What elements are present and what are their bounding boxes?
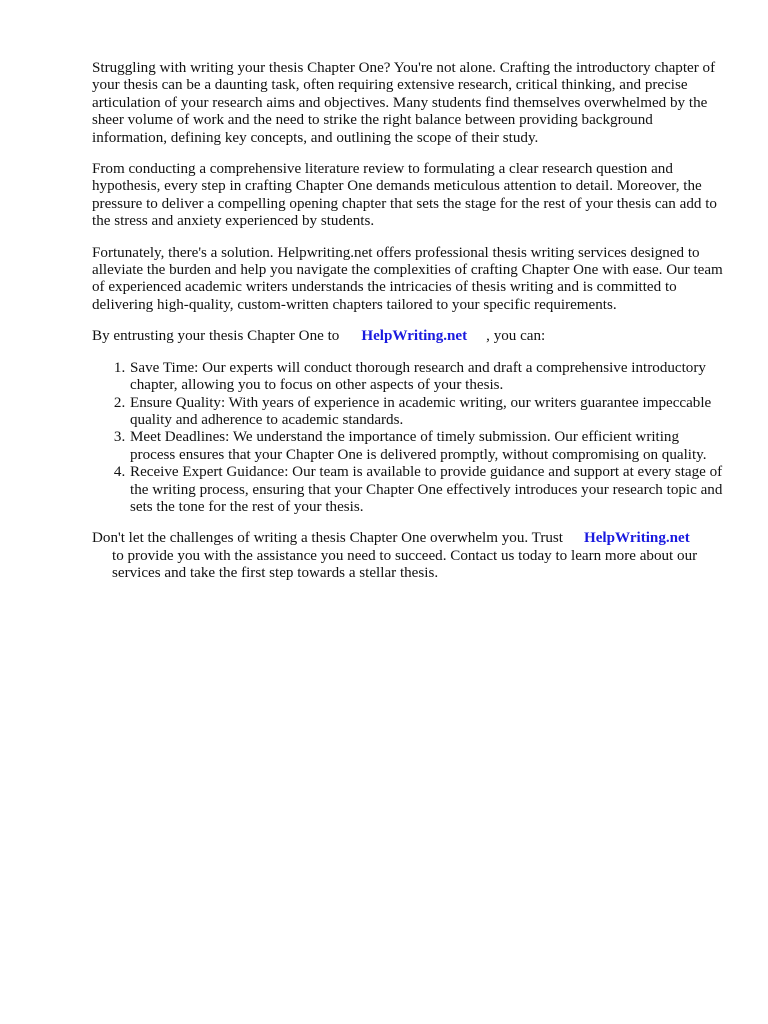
entrust-paragraph	[92, 328, 726, 345]
entrust-suffix: , you can:	[486, 328, 546, 345]
list-item: 2. Ensure Quality: With years of experience in academic writing, our writers guarantee impeccable quality and adherence to academic standards.	[129, 395, 726, 430]
closing-continuation: to provide you with the assistance you need to succeed. Contact us today to learn more about our services and take the first step towards a stellar thesis.	[112, 547, 698, 582]
entrust-text: By entrusting your thesis Chapter One to	[92, 328, 340, 345]
list-item: 4. Receive Expert Guidance: Our team is available to provide guidance and support at every stage of the writing process, ensuring that your Chapter One effectively introduces your research topic and sets the tone for the rest of your thesis.	[129, 464, 726, 516]
benefits-list	[92, 360, 726, 517]
closing-paragraph	[92, 530, 726, 582]
solution-paragraph: Fortunately, there's a solution. Helpwriting.net offers professional thesis writing services designed to alleviate the burden and help you navigate the complexities of crafting Chapter One with ease. Our team of experienced academic writers understands the intricacies of thesis writing and is committed to delivering high-quality, custom-written chapters tailored to your specific requirements.	[92, 244, 723, 313]
document-body	[92, 60, 726, 597]
intro-paragraph: Struggling with writing your thesis Chapter One? You're not alone. Crafting the introductory chapter of your thesis can be a daunting task, often requiring extensive research, critical thinking, and precise articulation of your research aims and objectives. Many students find themselves overwhelmed by the sheer volume of work and the need to strike the right balance between providing background information, defining key concepts, and outlining the scope of their study.	[92, 60, 716, 146]
challenges-paragraph: From conducting a comprehensive literature review to formulating a clear research question and hypothesis, every step in crafting Chapter One demands meticulous attention to detail. Moreover, the pressure to deliver a compelling opening chapter that sets the stage for the rest of your thesis can add to the stress and anxiety experienced by students.	[92, 161, 717, 230]
helpwriting-link-closing[interactable]: HelpWriting.net	[583, 530, 690, 547]
closing-text: Don't let the challenges of writing a thesis Chapter One overwhelm you. Trust	[92, 530, 563, 547]
list-item: 1. Save Time: Our experts will conduct thorough research and draft a comprehensive introductory chapter, allowing you to focus on other aspects of your thesis.	[129, 360, 726, 395]
helpwriting-link[interactable]: HelpWriting.net	[361, 328, 468, 345]
list-item: 3. Meet Deadlines: We understand the importance of timely submission. Our efficient writing process ensures that your Chapter One is delivered promptly, without compromising on quality.	[129, 429, 726, 464]
